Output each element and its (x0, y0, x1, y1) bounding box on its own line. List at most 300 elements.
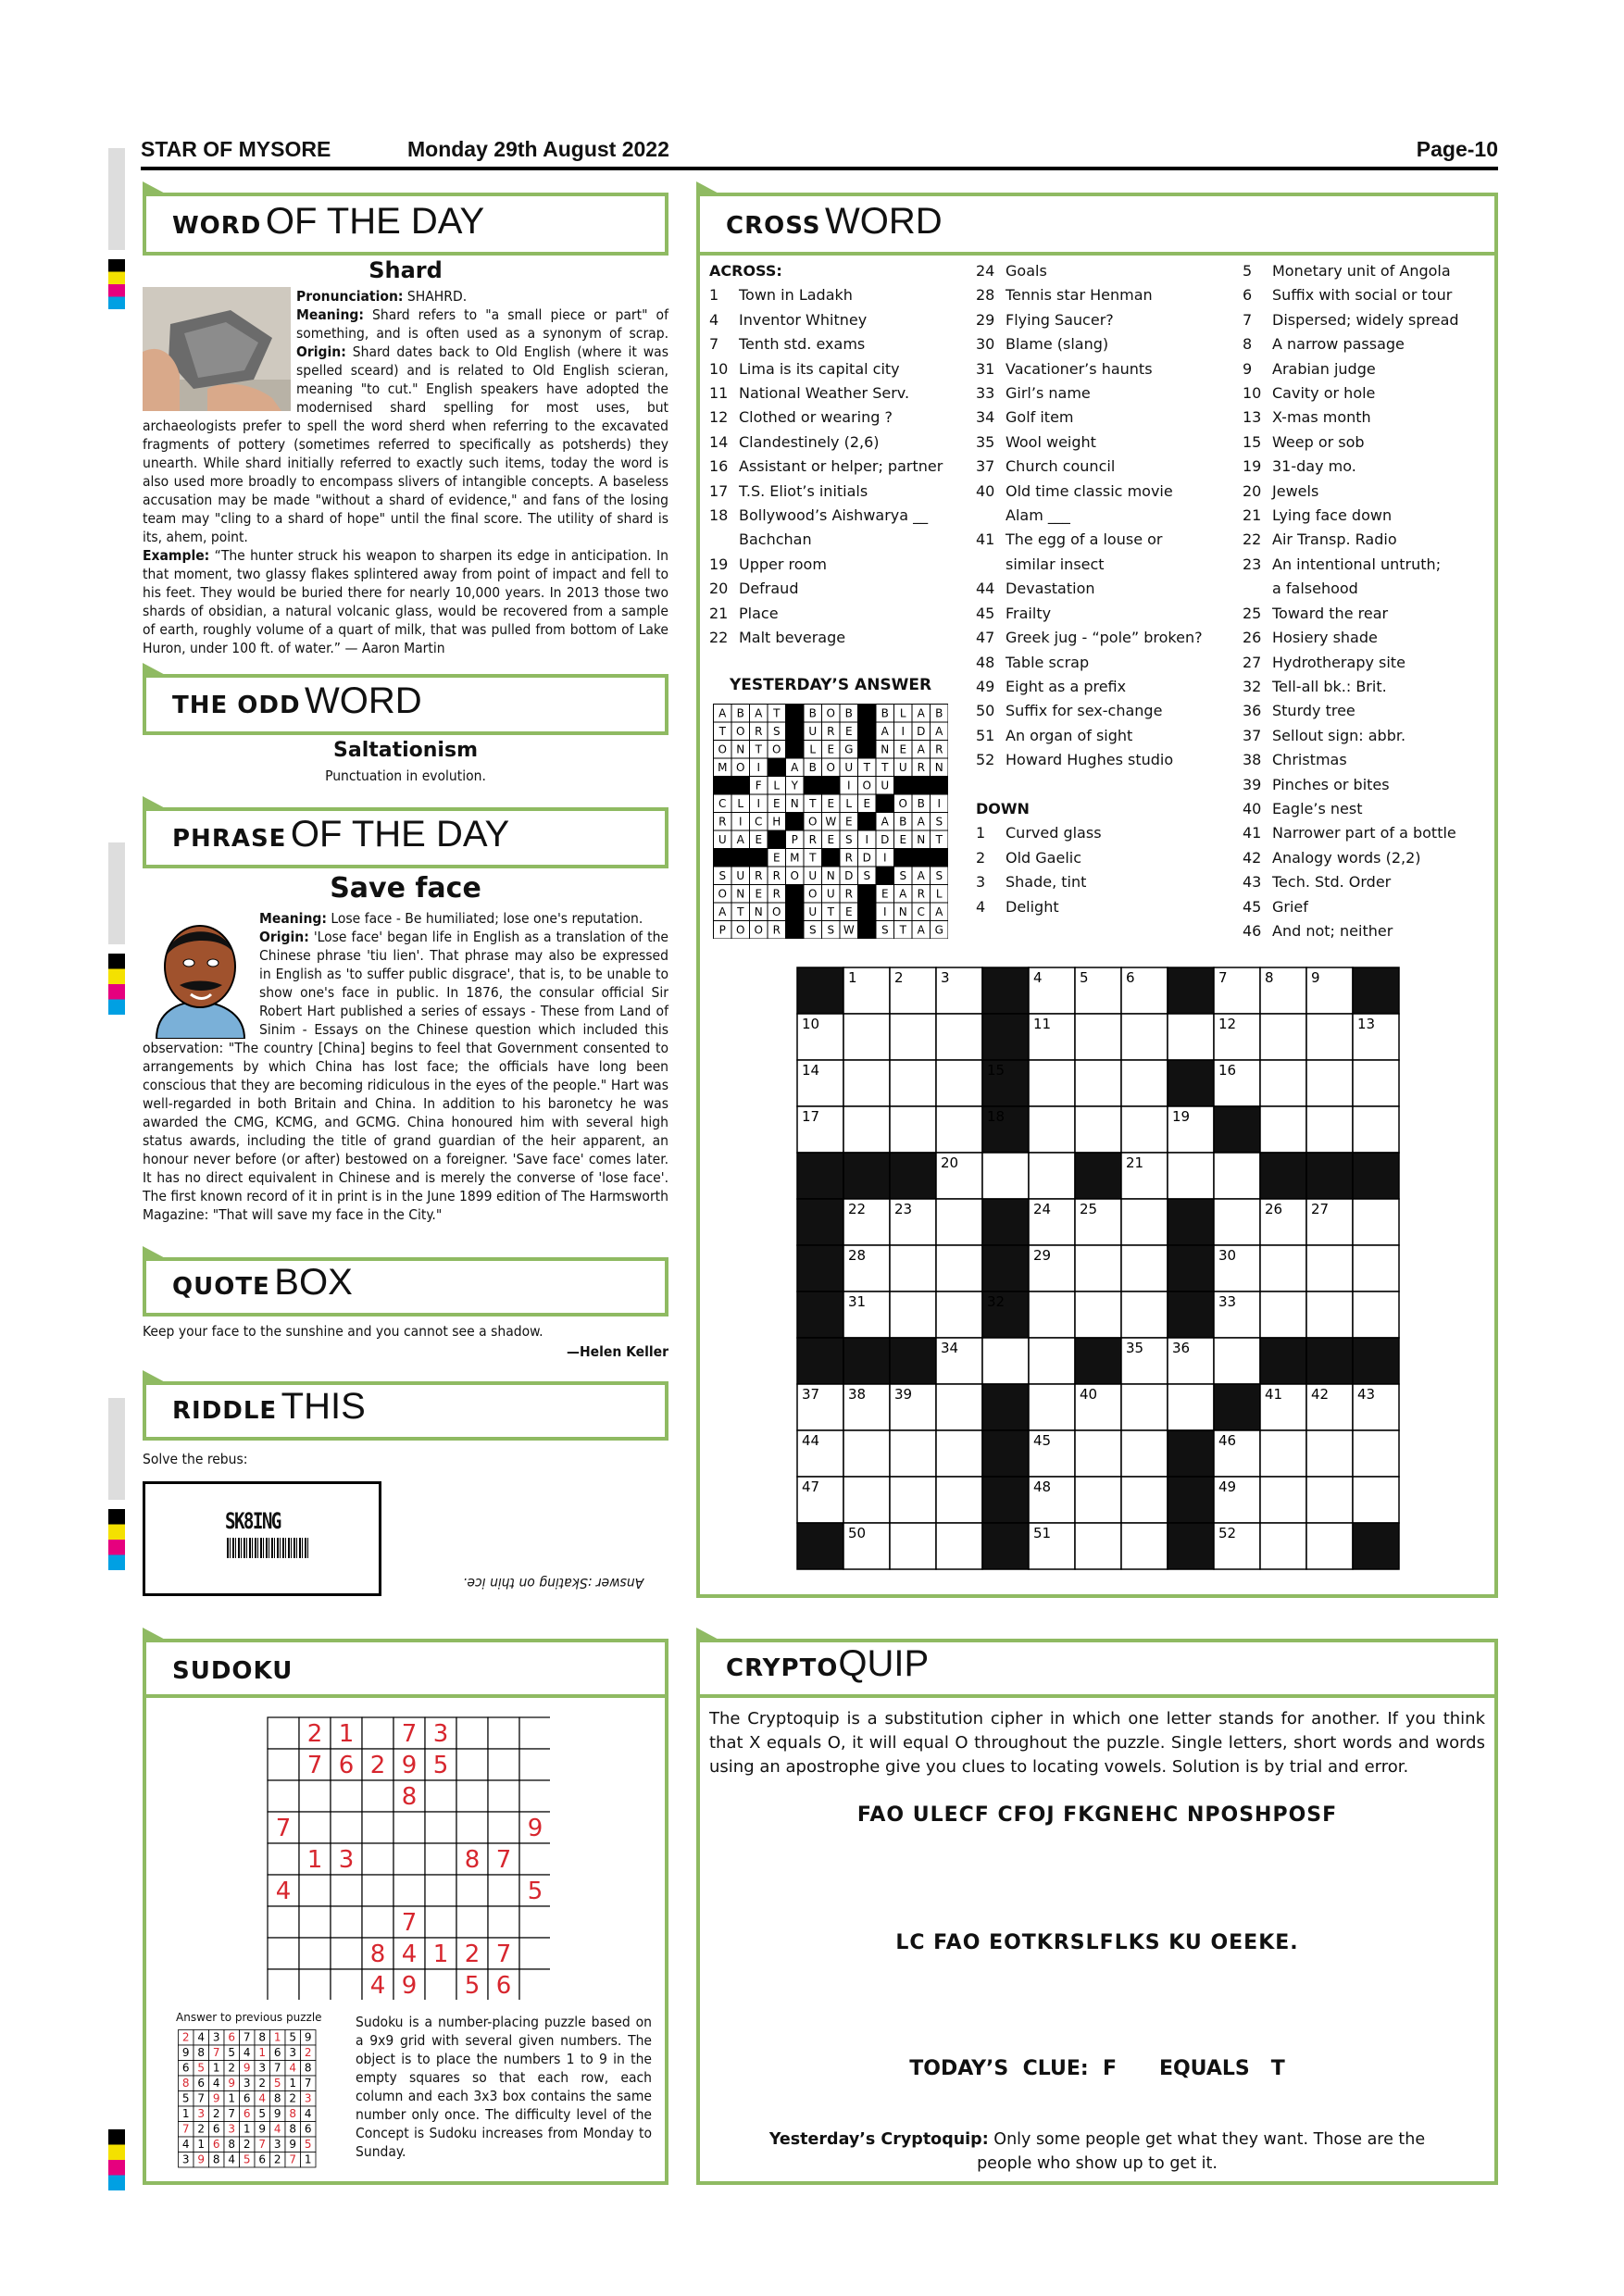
clue-number: 46 (1243, 921, 1262, 940)
answer-letter: N (790, 797, 799, 810)
sudoku-cell[interactable] (299, 1875, 331, 1906)
answer-digit: 1 (273, 2030, 281, 2044)
clue-number-label: 9 (1311, 969, 1320, 986)
sudoku-cell[interactable] (456, 1875, 488, 1906)
sudoku-cell[interactable] (519, 1749, 550, 1780)
crossword-cell[interactable] (936, 1199, 982, 1245)
answer-letter: A (917, 869, 925, 882)
clue-text: Howard Hughes studio (1006, 751, 1174, 769)
sudoku-cell[interactable] (268, 1843, 299, 1875)
clue-number-label: 25 (1080, 1201, 1098, 1217)
rebus-box (143, 1481, 381, 1596)
sudoku-cell[interactable] (456, 1780, 488, 1812)
sudoku-cell[interactable] (425, 1780, 456, 1812)
answer-digit: 8 (228, 2138, 236, 2151)
sudoku-cell[interactable] (488, 1749, 519, 1780)
crossword-cell[interactable] (1121, 1106, 1168, 1153)
sudoku-cell[interactable] (519, 1969, 550, 2000)
answer-letter: Y (791, 779, 798, 792)
sudoku-given: 5 (464, 1972, 481, 2000)
clue-item (976, 821, 1244, 845)
clue-number: 10 (1243, 384, 1262, 403)
answer-letter: B (881, 706, 889, 720)
answer-letter: O (754, 923, 763, 937)
sudoku-cell[interactable] (299, 1969, 331, 2000)
sudoku-cell[interactable] (425, 1812, 456, 1843)
answer-letter: A (935, 905, 943, 918)
black-square (797, 1153, 843, 1199)
clue-number: 7 (709, 335, 719, 354)
crossword-cell[interactable] (1306, 1245, 1353, 1292)
sudoku-cell[interactable] (488, 1906, 519, 1938)
crossword-cell[interactable] (890, 1014, 936, 1060)
crossword-cell[interactable] (1075, 1430, 1121, 1477)
black-square (982, 1430, 1029, 1477)
clue-item (709, 480, 978, 504)
clue-text: Bachchan (739, 530, 812, 549)
answer-letter: E (827, 742, 835, 756)
crossword-cell[interactable] (1214, 1199, 1260, 1245)
sudoku-cell[interactable] (299, 1938, 331, 1969)
crossword-cell[interactable] (982, 1338, 1029, 1384)
clue-number-label: 22 (848, 1201, 867, 1217)
answer-letter: E (772, 797, 781, 810)
crossword-cell[interactable] (1029, 1153, 1075, 1199)
crossword-cell[interactable] (843, 1060, 890, 1106)
clue-text: Inventor Whitney (739, 310, 868, 329)
crossword-cell[interactable] (1075, 1060, 1121, 1106)
sudoku-cell[interactable] (519, 1843, 550, 1875)
sudoku-cell[interactable] (331, 1875, 362, 1906)
sudoku-cell[interactable] (425, 1875, 456, 1906)
clue-number-label: 32 (987, 1293, 1006, 1310)
answer-digit: 2 (273, 2152, 281, 2166)
answer-letter: O (772, 905, 781, 918)
crossword-cell[interactable] (890, 1245, 936, 1292)
sudoku-given: 7 (401, 1909, 418, 1937)
clue-text: Hydrotherapy site (1272, 653, 1405, 671)
clue-item (976, 357, 1244, 381)
answer-letter: C (917, 905, 925, 918)
quote-author: —Helen Keller (567, 1343, 668, 1360)
crossword-cell[interactable] (1168, 1153, 1214, 1199)
black-square (912, 849, 931, 867)
crossword-cell[interactable] (890, 1477, 936, 1523)
answer-letter: O (718, 742, 727, 756)
sudoku-cell[interactable] (362, 1812, 394, 1843)
clue-number: 38 (1243, 751, 1262, 769)
clue-number: 48 (976, 653, 995, 671)
answer-letter: M (718, 761, 728, 774)
answer-digit: 1 (258, 2046, 267, 2059)
crossword-cell[interactable] (890, 1430, 936, 1477)
clue-number-label: 44 (802, 1432, 820, 1449)
clue-number: 44 (976, 580, 995, 598)
answer-letter: E (755, 833, 763, 846)
black-square (797, 967, 843, 1014)
crossword-cell[interactable] (936, 1060, 982, 1106)
clue-number: 10 (709, 359, 729, 378)
crossword-cell[interactable] (1306, 1292, 1353, 1338)
clue-number-label: 8 (1265, 969, 1274, 986)
clue-number-label: 15 (987, 1062, 1006, 1079)
answer-letter: I (882, 851, 887, 865)
clue-item (709, 308, 978, 332)
quote-header (143, 1257, 668, 1316)
clue-number-label: 24 (1033, 1201, 1052, 1217)
sudoku-cell[interactable] (456, 1812, 488, 1843)
answer-digit: 8 (289, 2122, 297, 2136)
answer-letter: N (898, 905, 907, 918)
crossword-cell[interactable] (1306, 1430, 1353, 1477)
crossword-cell[interactable] (982, 1153, 1029, 1199)
sudoku-cell[interactable] (488, 1875, 519, 1906)
sudoku-given: 5 (432, 1752, 449, 1779)
crossword-cell[interactable] (936, 1106, 982, 1153)
answer-digit: 9 (181, 2046, 190, 2059)
crossword-cell[interactable] (1075, 1292, 1121, 1338)
origin-label: Origin: (259, 929, 309, 945)
clue-number: 41 (976, 530, 995, 549)
clue-item (709, 504, 978, 528)
crossword-cell[interactable] (1353, 1477, 1399, 1523)
clue-item (1243, 553, 1498, 577)
sudoku-cell[interactable] (425, 1969, 456, 2000)
crossword-cell[interactable] (1260, 1430, 1306, 1477)
crossword-cell[interactable] (843, 1477, 890, 1523)
sudoku-cell[interactable] (362, 1843, 394, 1875)
crossword-cell[interactable] (1353, 1292, 1399, 1338)
clue-item (709, 283, 978, 307)
black-square (768, 830, 786, 849)
answer-digit: 3 (243, 2077, 251, 2090)
sudoku-grid (267, 1716, 550, 2000)
crossword-cell[interactable] (936, 1430, 982, 1477)
crossword-cell[interactable] (1353, 1106, 1399, 1153)
answer-letter: T (827, 905, 834, 918)
crossword-cell[interactable] (890, 1523, 936, 1569)
sudoku-cell[interactable] (519, 1717, 550, 1749)
clue-text: Tech. Std. Order (1272, 873, 1392, 892)
sudoku-cell[interactable] (362, 1875, 394, 1906)
crossword-cell[interactable] (843, 1430, 890, 1477)
clue-text: Assistant or helper; partner (739, 457, 943, 476)
clue-item (1243, 626, 1498, 650)
clue-number-label: 46 (1218, 1432, 1237, 1449)
clue-text: Arabian judge (1272, 359, 1376, 378)
sudoku-cell[interactable] (362, 1906, 394, 1938)
sudoku-cell[interactable] (425, 1906, 456, 1938)
black-square (731, 849, 750, 867)
crossword-cell[interactable] (1353, 1430, 1399, 1477)
example-label: Example: (143, 547, 210, 564)
sudoku-cell[interactable] (425, 1843, 456, 1875)
crossword-cell[interactable] (1306, 1014, 1353, 1060)
black-square (750, 849, 768, 867)
black-square (1075, 1338, 1121, 1384)
crossword-cell[interactable] (1168, 1014, 1214, 1060)
clue-number-label: 14 (802, 1062, 820, 1079)
section-title-small: RIDDLE (172, 1397, 278, 1425)
sudoku-cell[interactable] (331, 1780, 362, 1812)
crossword-cell[interactable] (890, 1060, 936, 1106)
clue-item (976, 553, 1244, 577)
clue-text: Girl’s name (1006, 384, 1091, 403)
crossword-cell[interactable] (1260, 1106, 1306, 1153)
sudoku-cell[interactable] (394, 1812, 425, 1843)
clue-item (976, 870, 1244, 894)
clue-text: Christmas (1272, 751, 1347, 769)
clue-number: 7 (1243, 310, 1253, 329)
answer-letter: U (718, 833, 727, 846)
clue-text: Blame (slang) (1006, 335, 1109, 354)
clue-number: 1 (709, 286, 719, 305)
crossword-cell[interactable] (1168, 1384, 1214, 1430)
answer-digit: 2 (258, 2077, 267, 2090)
sudoku-cell[interactable] (456, 1906, 488, 1938)
meaning-text: Lose face - Be humiliated; lose one's reputation. (331, 910, 643, 927)
sudoku-cell[interactable] (268, 1717, 299, 1749)
answer-letter: T (809, 797, 817, 810)
crossword-cell[interactable] (1029, 1292, 1075, 1338)
sudoku-given: 7 (275, 1815, 292, 1842)
crossword-cell[interactable] (1075, 1245, 1121, 1292)
crossword-cell[interactable] (1353, 1060, 1399, 1106)
crossword-cell[interactable] (936, 1014, 982, 1060)
black-square (982, 1245, 1029, 1292)
crossword-cell[interactable] (1121, 1477, 1168, 1523)
sudoku-cell[interactable] (394, 1875, 425, 1906)
sudoku-cell[interactable] (268, 1938, 299, 1969)
crossword-cell[interactable] (1260, 1245, 1306, 1292)
answer-letter: O (736, 761, 745, 774)
crossword-cell[interactable] (1075, 1477, 1121, 1523)
clue-number: 35 (976, 432, 995, 451)
crossword-cell[interactable] (1260, 1060, 1306, 1106)
answer-digit: 6 (212, 2122, 220, 2136)
crossword-cell[interactable] (1260, 1014, 1306, 1060)
crossword-cell[interactable] (1121, 1199, 1168, 1245)
crossword-cell[interactable] (890, 1106, 936, 1153)
crossword-cell[interactable] (1075, 1523, 1121, 1569)
clue-text: Tell-all bk.: Brit. (1272, 677, 1387, 695)
sudoku-cell[interactable] (299, 1812, 331, 1843)
clue-number-label: 21 (1126, 1154, 1144, 1171)
crossword-cell[interactable] (1121, 1523, 1168, 1569)
sudoku-cell[interactable] (519, 1906, 550, 1938)
answer-digit: 8 (212, 2152, 220, 2166)
answer-digit: 5 (304, 2138, 312, 2151)
crossword-cell[interactable] (1260, 1292, 1306, 1338)
crossword-cell[interactable] (843, 1014, 890, 1060)
answer-digit: 1 (212, 2061, 220, 2075)
black-square (858, 813, 877, 831)
answer-letter: S (935, 869, 943, 882)
answer-digit: 3 (228, 2122, 236, 2136)
sudoku-cell[interactable] (299, 1906, 331, 1938)
answer-letter: R (808, 833, 817, 846)
clue-item (709, 357, 978, 381)
crossword-cell[interactable] (890, 1292, 936, 1338)
crossword-cell[interactable] (1260, 1477, 1306, 1523)
crossword-cell[interactable] (1214, 1153, 1260, 1199)
odd-word: Saltationism (333, 739, 478, 762)
clue-number: 8 (1243, 335, 1253, 354)
crossword-cell[interactable] (1029, 1384, 1075, 1430)
clue-number: 3 (976, 873, 986, 892)
sudoku-cell[interactable] (394, 1843, 425, 1875)
sudoku-given: 1 (306, 1846, 323, 1874)
answer-letter: O (808, 887, 818, 901)
clue-item (976, 675, 1244, 699)
answer-digit: 2 (181, 2030, 190, 2044)
sudoku-cell[interactable] (331, 1812, 362, 1843)
black-square (894, 777, 913, 795)
clue-number-label: 18 (987, 1108, 1006, 1125)
crossword-cell[interactable] (1121, 1292, 1168, 1338)
answer-letter: R (772, 887, 781, 901)
sudoku-cell[interactable] (299, 1780, 331, 1812)
clue-number-label: 28 (848, 1247, 867, 1264)
crossword-cell[interactable] (1029, 1338, 1075, 1384)
answer-letter: U (881, 779, 890, 792)
origin-label: Origin: (296, 343, 346, 360)
clue-number: 19 (709, 555, 729, 573)
sudoku-cell[interactable] (456, 1717, 488, 1749)
clue-number-label: 27 (1311, 1201, 1330, 1217)
answer-letter: P (718, 923, 726, 937)
clue-item (1243, 675, 1498, 699)
answer-digit: 9 (304, 2030, 312, 2044)
sudoku-cell[interactable] (331, 1938, 362, 1969)
crossword-cell[interactable] (936, 1523, 982, 1569)
answer-digit: 9 (258, 2122, 267, 2136)
crossword-cell[interactable] (1029, 1106, 1075, 1153)
sudoku-given: 9 (401, 1972, 418, 2000)
crossword-cell[interactable] (1306, 1060, 1353, 1106)
clue-text: Analogy words (2,2) (1272, 848, 1421, 867)
crossword-cell[interactable] (1075, 1106, 1121, 1153)
sudoku-cell[interactable] (519, 1938, 550, 1969)
clue-number: 17 (709, 481, 729, 500)
sudoku-cell[interactable] (362, 1780, 394, 1812)
clue-number: 9 (1243, 359, 1253, 378)
crossword-cell[interactable] (1353, 1199, 1399, 1245)
sudoku-cell[interactable] (268, 1906, 299, 1938)
clue-number: 37 (1243, 726, 1262, 744)
answer-letter: N (736, 742, 745, 756)
crossword-cell[interactable] (1353, 1245, 1399, 1292)
meaning-label: Meaning: (296, 306, 364, 323)
sudoku-cell[interactable] (456, 1749, 488, 1780)
crossword-cell[interactable] (1121, 1245, 1168, 1292)
clue-number-label: 2 (894, 969, 904, 986)
answer-letter: T (809, 851, 817, 865)
black-square (822, 849, 841, 867)
answer-digit: 7 (304, 2077, 312, 2090)
answer-digit: 6 (228, 2030, 236, 2044)
crossword-cell[interactable] (1214, 1338, 1260, 1384)
sudoku-cell[interactable] (268, 1749, 299, 1780)
black-square (982, 1384, 1029, 1430)
clue-number-label: 23 (894, 1201, 913, 1217)
black-square (797, 1338, 843, 1384)
answer-digit: 7 (212, 2046, 220, 2059)
sudoku-cell[interactable] (488, 1717, 519, 1749)
black-square (858, 903, 877, 921)
black-square (843, 1338, 890, 1384)
black-square (797, 1523, 843, 1569)
crossword-cell[interactable] (1306, 1523, 1353, 1569)
answer-letter: A (917, 815, 925, 829)
answer-digit: 4 (197, 2030, 206, 2044)
crossword-cell[interactable] (1121, 1014, 1168, 1060)
sudoku-cell[interactable] (268, 1969, 299, 2000)
section-title-small: THE ODD (172, 692, 301, 719)
crossword-cell[interactable] (1260, 1523, 1306, 1569)
crossword-cell[interactable] (1121, 1384, 1168, 1430)
clue-number-label: 19 (1172, 1108, 1191, 1125)
crossword-cell[interactable] (1121, 1060, 1168, 1106)
clue-text: X-mas month (1272, 408, 1371, 427)
answer-letter: T (737, 905, 744, 918)
clue-number (709, 528, 739, 552)
word-of-day-word: Shard (369, 257, 443, 283)
sudoku-cell[interactable] (331, 1906, 362, 1938)
sudoku-cell[interactable] (268, 1780, 299, 1812)
sudoku-cell[interactable] (331, 1969, 362, 2000)
crossword-cell[interactable] (936, 1477, 982, 1523)
crossword-cell[interactable] (843, 1106, 890, 1153)
clue-item (709, 626, 978, 650)
answer-digit: 2 (243, 2138, 251, 2151)
sudoku-cell[interactable] (362, 1717, 394, 1749)
clue-number-label: 38 (848, 1386, 867, 1403)
crossword-cell[interactable] (1121, 1430, 1168, 1477)
crossword-cell[interactable] (936, 1292, 982, 1338)
answer-letter: G (844, 742, 854, 756)
answer-digit: 6 (304, 2122, 312, 2136)
clue-number-label: 11 (1033, 1016, 1052, 1032)
answer-digit: 3 (273, 2138, 281, 2151)
answer-letter: M (790, 851, 800, 865)
sudoku-given: 6 (338, 1752, 355, 1779)
sudoku-given: 6 (495, 1972, 512, 2000)
crossword-cell[interactable] (1075, 1014, 1121, 1060)
sudoku-cell[interactable] (488, 1780, 519, 1812)
clue-number: 14 (709, 432, 729, 451)
crossword-cell[interactable] (936, 1384, 982, 1430)
cryptoquip-clue: TODAY’S CLUE: F EQUALS T (909, 2057, 1285, 2080)
crossword-cell[interactable] (1306, 1106, 1353, 1153)
sudoku-cell[interactable] (488, 1812, 519, 1843)
sudoku-cell[interactable] (519, 1780, 550, 1812)
clue-item (1243, 504, 1498, 528)
answer-letter: N (917, 833, 926, 846)
answer-digit: 8 (197, 2046, 206, 2059)
clue-text: Shade, tint (1006, 873, 1087, 892)
clue-number-label: 4 (1033, 969, 1043, 986)
answer-digit: 4 (289, 2061, 297, 2075)
crossword-cell[interactable] (1306, 1477, 1353, 1523)
across-heading: ACROSS: (709, 262, 782, 280)
answer-digit: 5 (181, 2091, 190, 2105)
cryptoquip-intro: The Cryptoquip is a substitution cipher in which one letter stands for another. If you think that X equals O, it will equal O throughout the puzzle. Single letters, short words and words using an apostrophe give you clues to locating vowels. Solution is by trial and error. (709, 1709, 1485, 1777)
crossword-cell[interactable] (1029, 1060, 1075, 1106)
answer-letter: S (808, 923, 817, 937)
sudoku-given: 1 (432, 1940, 449, 1968)
crossword-cell[interactable] (936, 1245, 982, 1292)
